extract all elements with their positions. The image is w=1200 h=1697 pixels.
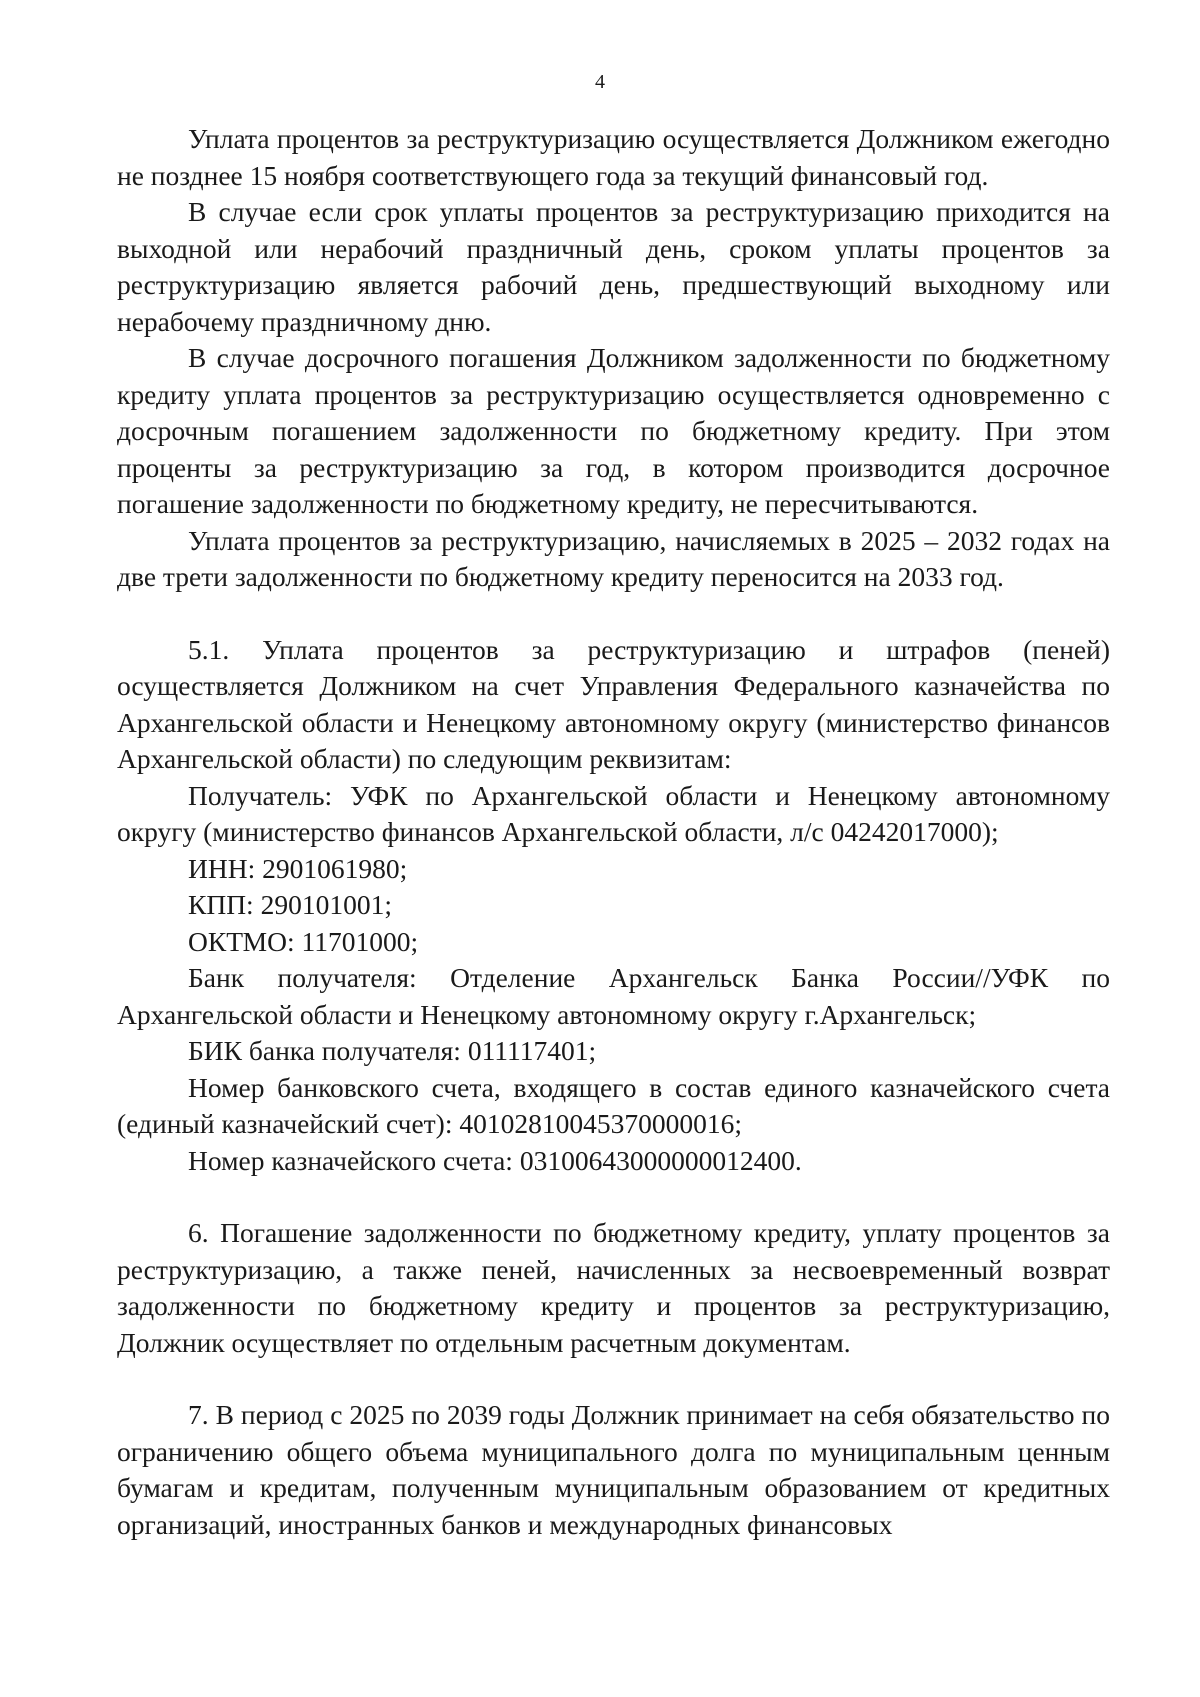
requisite-bik: БИК банка получателя: 011117401; bbox=[188, 1035, 597, 1066]
document-body bbox=[117, 121, 1110, 1543]
section-5-1-intro: 5.1. Уплата процентов за реструктуризацию и штрафов (пеней) осуществляется Должником на счет Управления Федерального казначейства по Архангельской области и Ненецкому автономному округу (министерство финансов Архангельской области) по следующим реквизитам: bbox=[117, 633, 1110, 774]
requisite-inn: ИНН: 2901061980; bbox=[188, 852, 408, 884]
paragraph-interest-payment-deadline: Уплата процентов за реструктуризацию осуществляется Должником ежегодно не позднее 15 ноября соответствующего года за текущий финансовый год. bbox=[117, 123, 1110, 191]
requisite-kpp: КПП: 290101001; bbox=[188, 889, 392, 920]
page-number: 4 bbox=[595, 71, 605, 93]
section-6: 6. Погашение задолженности по бюджетному кредиту, уплату процентов за реструктуризацию, а также пеней, начисленных за несвоевременный возврат задолженности по бюджетному кредиту и процентов за реструктуризацию, Должник осуществляет по отдельным расчетным документам. bbox=[117, 1217, 1110, 1358]
paragraph-holiday-rule: В случае если срок уплаты процентов за реструктуризацию приходится на выходной или нерабочий праздничный день, сроком уплаты процентов за реструктуризацию является рабочий день, предшествующий выходному или нерабочему праздничному дню. bbox=[117, 196, 1110, 337]
section-gap bbox=[117, 596, 1110, 632]
section-gap bbox=[117, 1179, 1110, 1215]
paragraph-early-repayment: В случае досрочного погашения Должником задолженности по бюджетному кредиту уплата процентов за реструктуризацию осуществляется одновременно с досрочным погашением задолженности по бюджетному кредиту. При этом проценты за реструктуризацию за год, в котором производится досрочное погашение задолженности по бюджетному кредиту, не пересчитываются. bbox=[117, 342, 1110, 519]
section-7: 7. В период с 2025 по 2039 годы Должник принимает на себя обязательство по ограничению общего объема муниципального долга по муниципальным ценным бумагам и кредитам, полученным муниципальным образованием от кредитных организаций, иностранных банков и международных финансовых bbox=[117, 1399, 1110, 1540]
requisite-bank: Банк получателя: Отделение Архангельск Банка России//УФК по Архангельской области и Ненецкому автономному округу г.Архангельск; bbox=[117, 962, 1110, 1030]
requisite-treasury-account: Номер казначейского счета: 03100643000000012400. bbox=[188, 1144, 802, 1176]
section-gap bbox=[117, 1361, 1110, 1397]
requisite-oktmo: ОКТМО: 11701000; bbox=[188, 925, 419, 957]
requisite-recipient: Получатель: УФК по Архангельской области и Ненецкому автономному округу (министерство финансов Архангельской области, л/с 04242017000); bbox=[117, 779, 1110, 847]
paragraph-deferral-2033: Уплата процентов за реструктуризацию, начисляемых в 2025 – 2032 годах на две трети задолженности по бюджетному кредиту переносится на 2033 год. bbox=[117, 524, 1110, 592]
requisite-single-account: Номер банковского счета, входящего в состав единого казначейского счета (единый казначейский счет): 40102810045370000016; bbox=[117, 1071, 1110, 1139]
